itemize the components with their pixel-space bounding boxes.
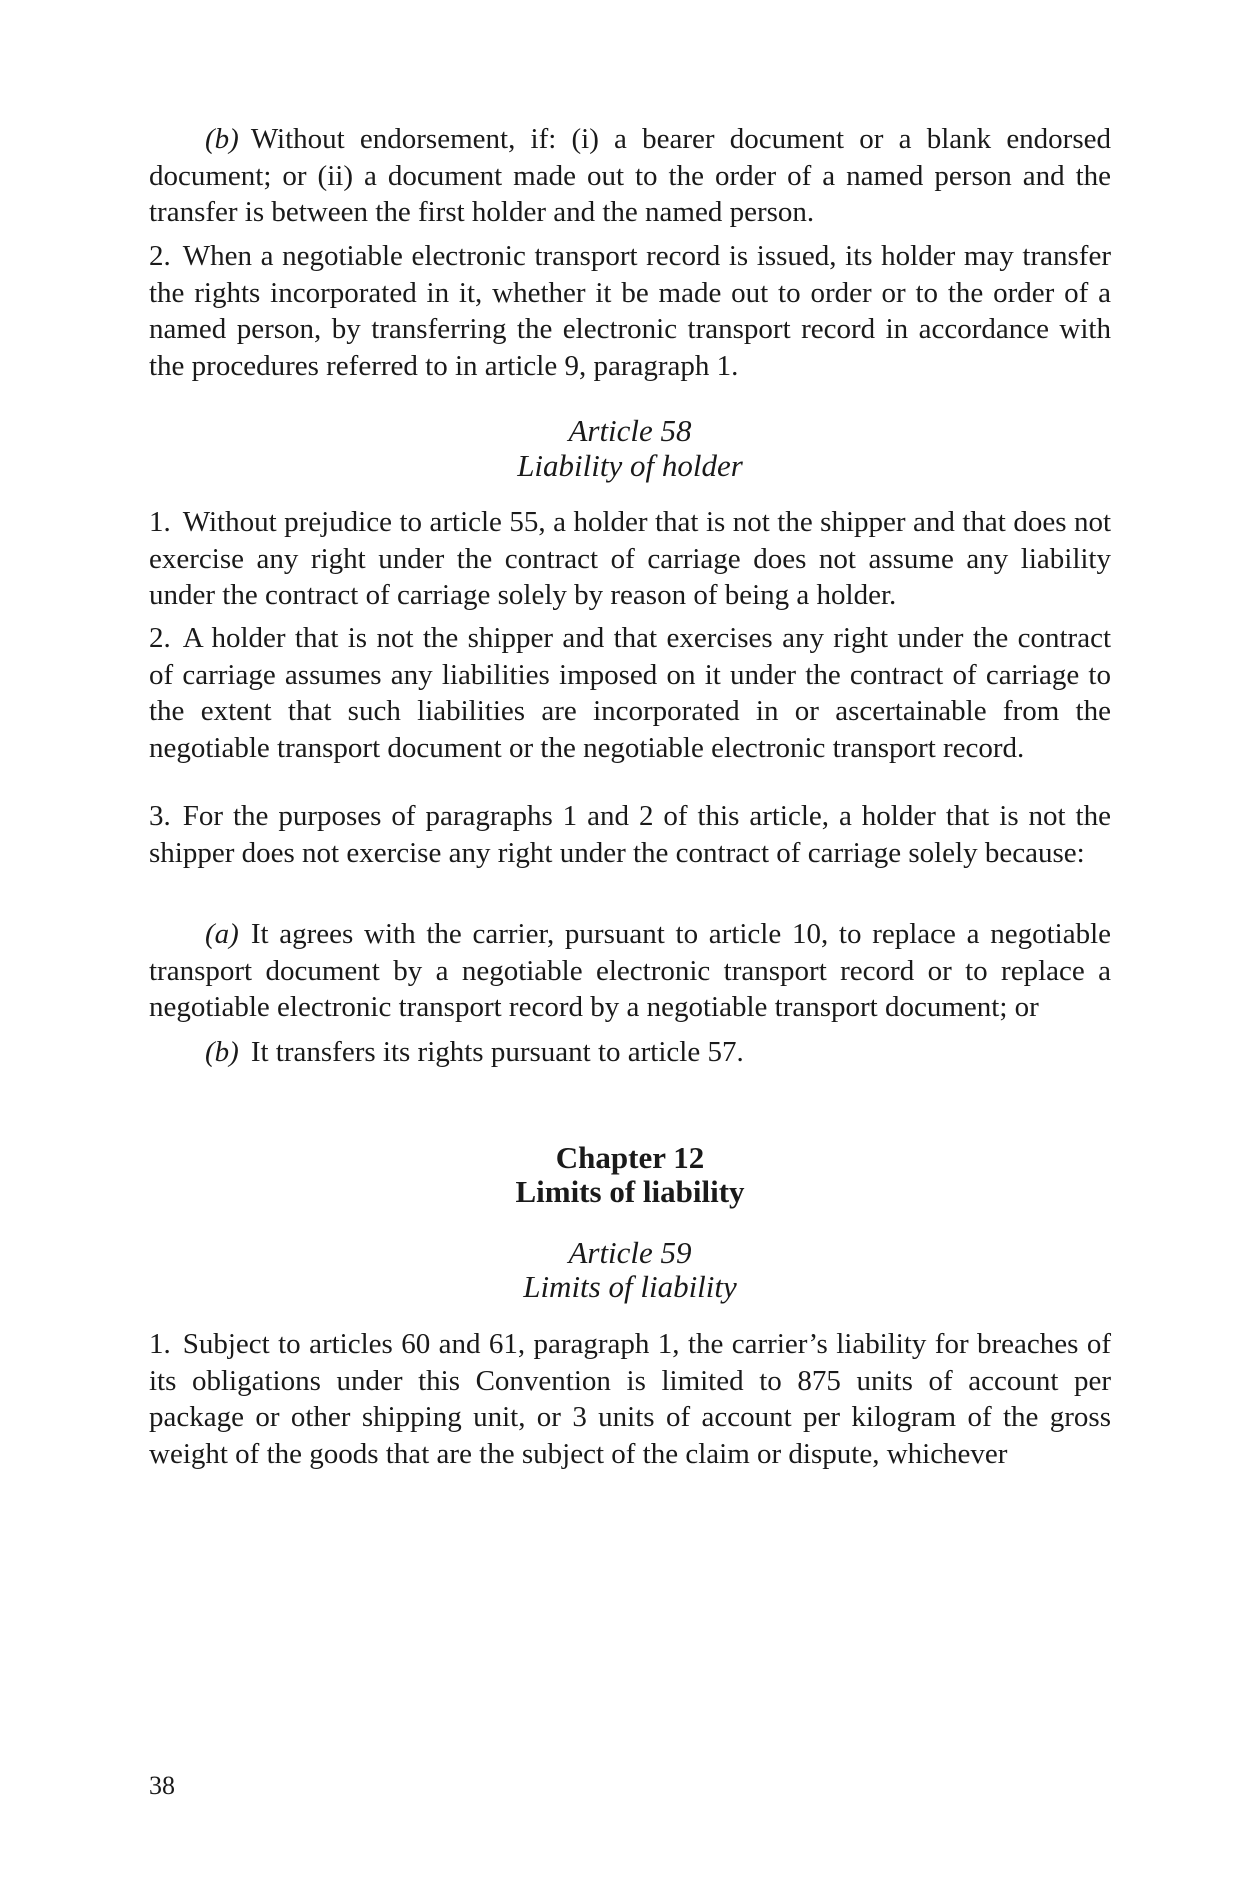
paragraph-58-2 — [149, 620, 1111, 766]
paragraph-text: It agrees with the carrier, pursuant to article 10, to replace a negotiable transport document by a negotiable electronic transport record or to replace a negotiable electronic transport record by a negotiable transport document; or — [149, 918, 1111, 1023]
paragraph-number: 2. — [149, 622, 171, 654]
paragraph-number: 3. — [149, 800, 171, 832]
article-59-title: Limits of liability — [523, 1269, 737, 1304]
paragraph-text: Without prejudice to article 55, a holder that is not the shipper and that does not exercise any right under the contract of carriage does not assume any liability under the contract of carriage solely by reason of being a holder. — [149, 506, 1111, 611]
paragraph-text: A holder that is not the shipper and that exercises any right under the contract of carriage assumes any liabilities imposed on it under the contract of carriage to the extent that such liabilities are incorporated in or ascertainable from the negotiable transport document or the negotiable electronic transport record. — [149, 622, 1111, 764]
paragraph-text: Without endorsement, if: (i) a bearer document or a blank endorsed document; or (ii) a document made out to the order of a named person and the transfer is between the first holder and the named person. — [149, 123, 1111, 228]
chapter-12-title: Limits of liability — [515, 1174, 745, 1209]
article-59-number: Article 59 — [568, 1235, 692, 1270]
paragraph-number: 2. — [149, 240, 171, 272]
paragraph-number: 1. — [149, 1328, 171, 1360]
article-58-title: Liability of holder — [517, 448, 743, 483]
paragraph-59-1 — [149, 1326, 1111, 1472]
paragraph-text: Subject to articles 60 and 61, paragraph 1, the carrier’s liability for breaches of its obligations under this Convention is limited to 875 units of account per package or other shipping unit, or 3 units of account per kilogram of the gross weight of the goods that are the subject of the claim or dispute, whichever — [149, 1328, 1111, 1470]
chapter-12-number: Chapter 12 — [555, 1140, 705, 1175]
enum-label: (b) — [205, 1036, 239, 1068]
paragraph-text: It transfers its rights pursuant to article 57. — [250, 1036, 744, 1068]
paragraph-58-3b — [149, 1034, 1111, 1071]
paragraph-text: When a negotiable electronic transport record is issued, its holder may transfer the rights incorporated in it, whether it be made out to order or to the order of a named person, by transferring the electronic transport record in accordance with the procedures referred to in article 9, paragraph 1. — [149, 240, 1111, 382]
paragraph-58-3a — [149, 916, 1111, 1026]
paragraph-text: For the purposes of paragraphs 1 and 2 of this article, a holder that is not the shipper does not exercise any right under the contract of carriage solely because: — [149, 800, 1111, 869]
enum-label: (a) — [205, 918, 239, 950]
enum-label: (b) — [205, 123, 239, 155]
page-number: 38 — [149, 1771, 175, 1800]
paragraph-57-2 — [149, 238, 1111, 384]
paragraph-58-1 — [149, 504, 1111, 614]
paragraph-number: 1. — [149, 506, 171, 538]
paragraph-58-3 — [149, 798, 1111, 871]
paragraph-57-1b — [149, 121, 1111, 231]
article-58-number: Article 58 — [568, 413, 692, 448]
document-page — [149, 0, 1111, 1890]
